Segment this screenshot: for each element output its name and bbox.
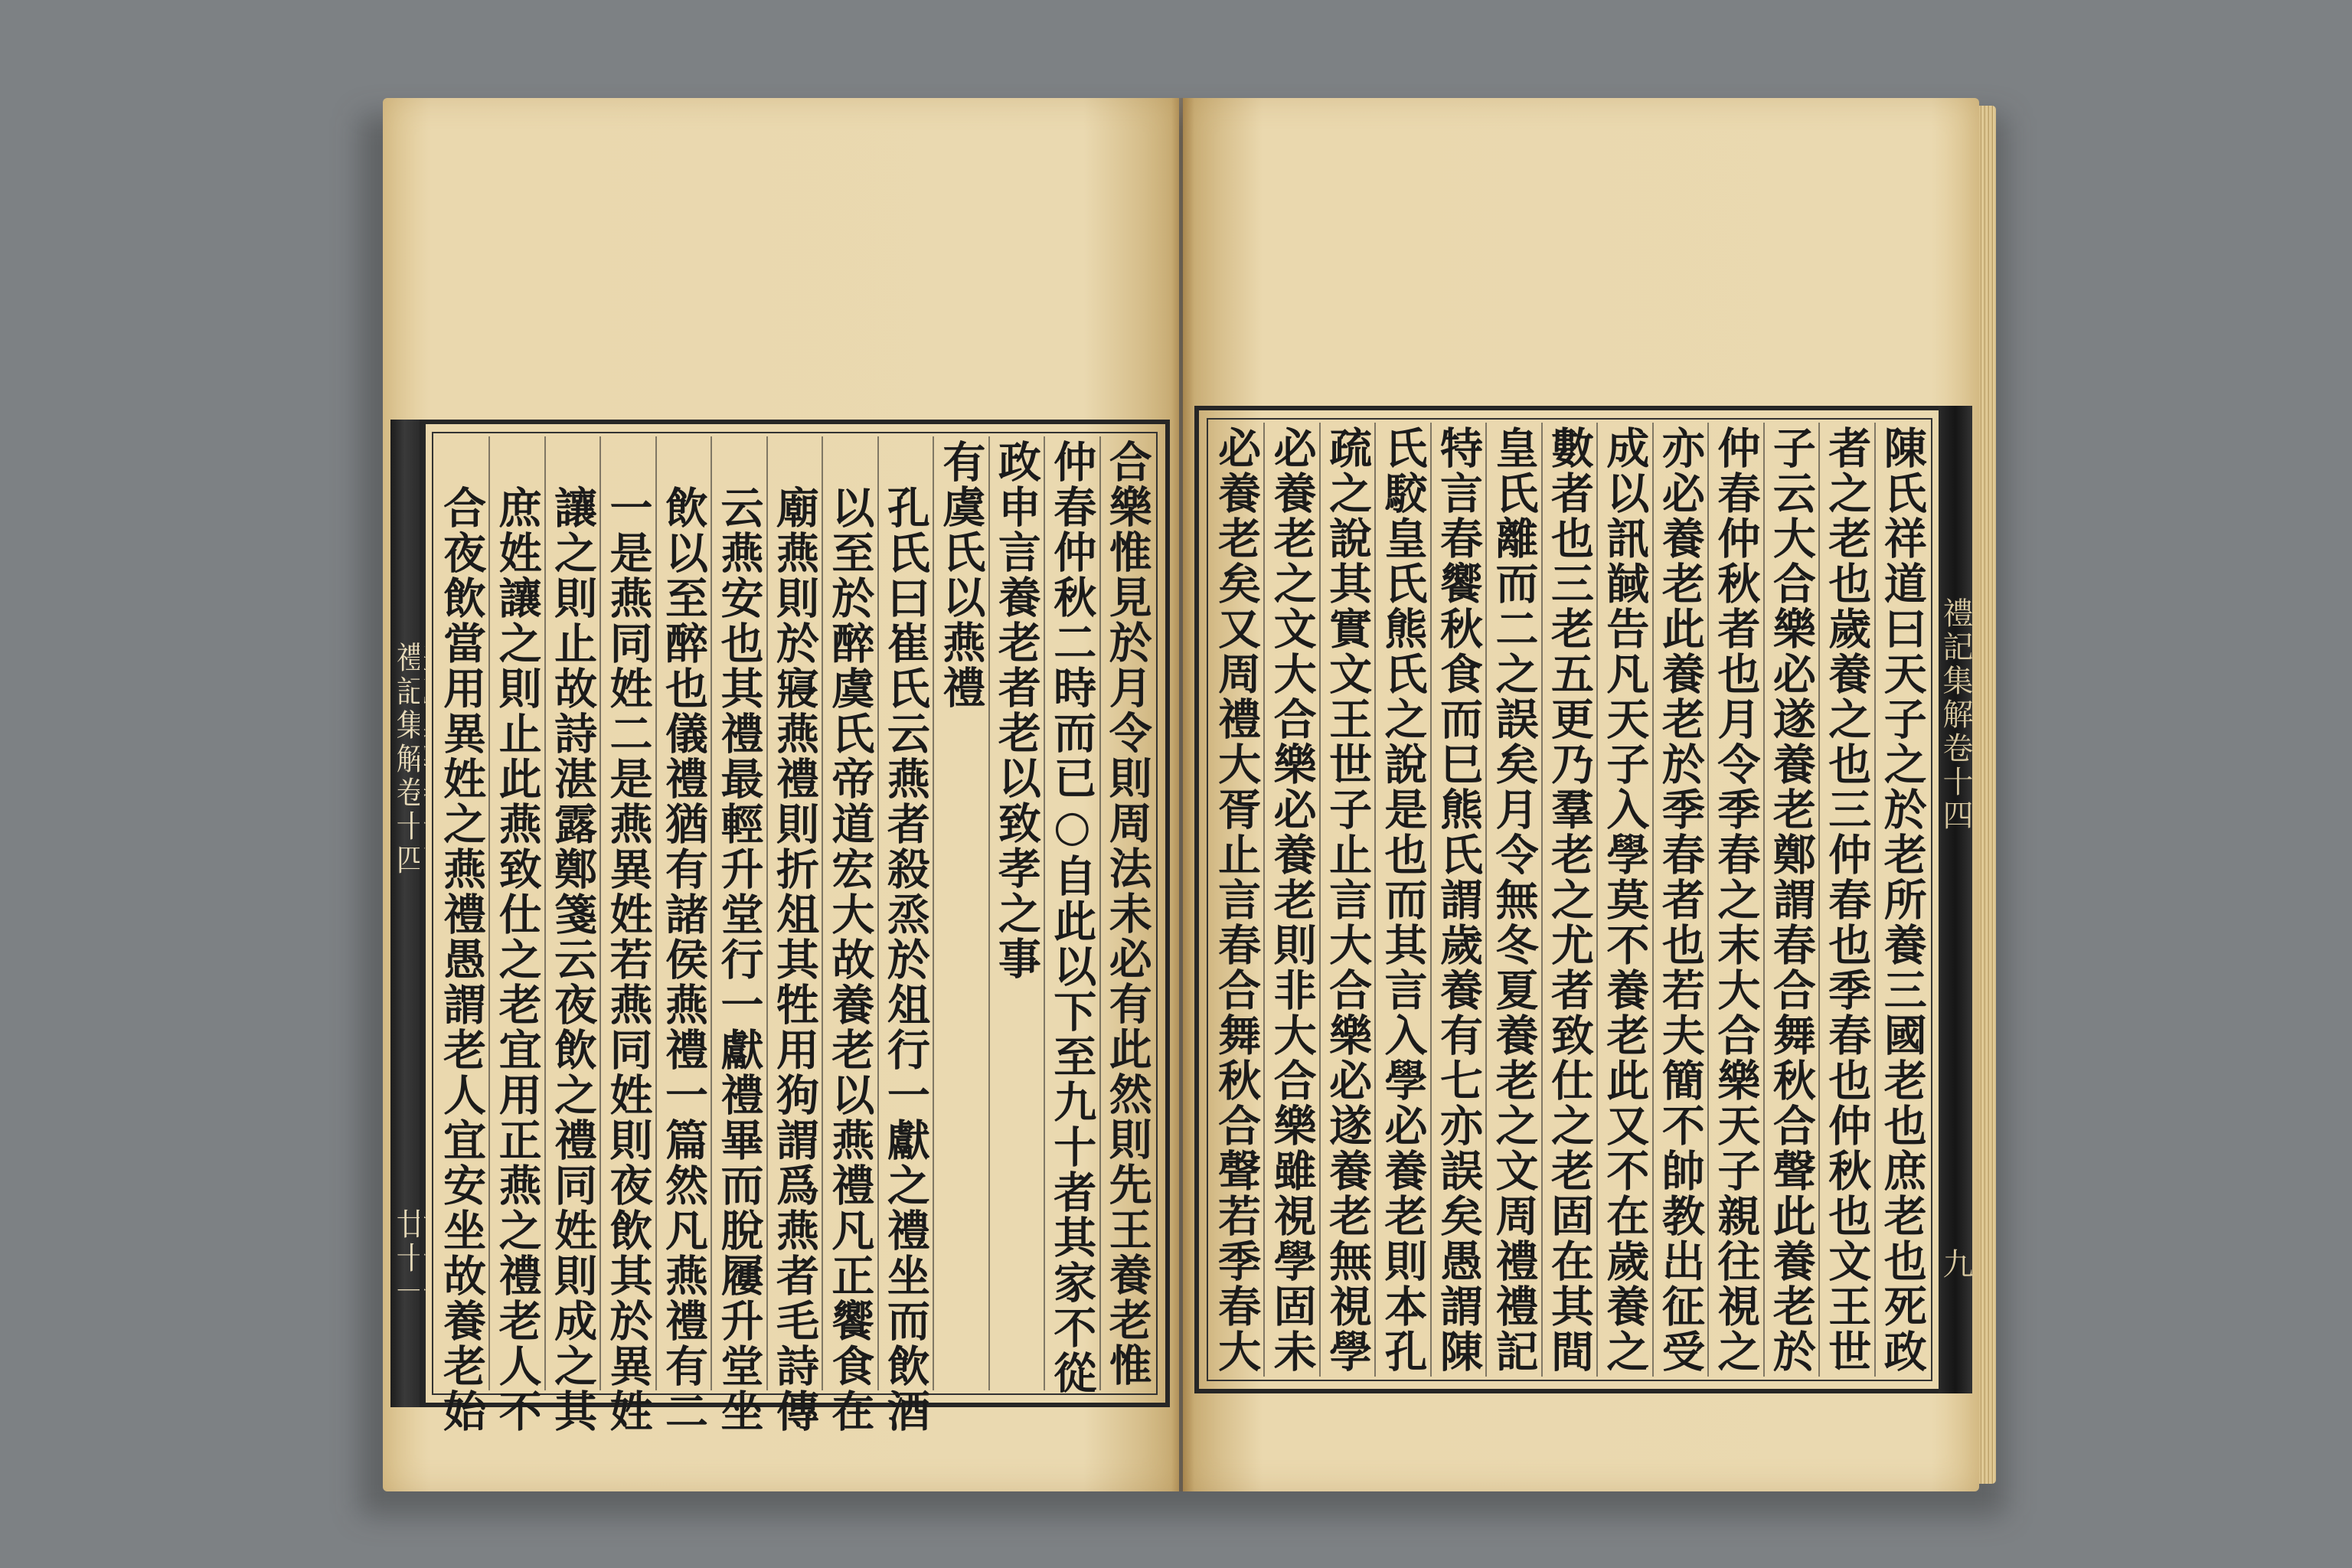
column-text: 廟燕則於寢燕禮則折俎其牲用狗謂爲燕者毛詩傳	[769, 485, 820, 1434]
column-text: 飲以至醉也儀禮猶有諸侯燕禮一篇然凡燕禮有二	[658, 485, 710, 1434]
column-text: 必養老之文大合樂必養老則非大合樂雖視學固未	[1266, 426, 1318, 1374]
column-text: 數者也三老五更乃羣老之尤者致仕之老固在其間	[1544, 426, 1595, 1374]
text-column	[1707, 423, 1762, 1377]
column-text: 讓之則止故詩湛露鄭箋云夜飲之禮同姓則成之其	[547, 485, 599, 1434]
column-text: 以至於醉虞氏帝道宏大故養老以燕禮凡正饗食在	[825, 485, 876, 1434]
right-text-frame	[1194, 406, 1945, 1393]
left-text-frame	[420, 420, 1170, 1434]
column-text: 成以訊馘告凡天子入學莫不養老此又不在歲養之	[1599, 426, 1651, 1374]
right-text-columns	[1210, 423, 1929, 1377]
page-edges	[1979, 106, 1996, 1484]
column-text: 孔氏曰崔氏云燕者殺烝於俎行一獻之禮坐而飲酒	[880, 485, 931, 1434]
text-column	[1374, 423, 1429, 1377]
text-column	[435, 436, 488, 1434]
column-text: 仲春仲秋二時而已○自此以下至九十者其家不從	[1047, 439, 1098, 1396]
book-gutter	[1171, 98, 1194, 1491]
column-text: 氏駮皇氏熊氏之說是也而其言入學必養老則本孔	[1377, 426, 1429, 1374]
column-text: 合夜飲當用異姓之燕禮愚謂老人宜安坐故養老始	[436, 485, 488, 1434]
text-column	[1596, 423, 1651, 1377]
text-column	[822, 436, 877, 1434]
text-column	[1263, 423, 1318, 1377]
text-column	[1818, 423, 1873, 1377]
column-text: 庶姓讓之則止此燕致仕之老宜用正燕之禮老人不	[492, 485, 543, 1434]
column-text: 亦必養老此養老於季春者也若夫簡不帥教出征受	[1655, 426, 1706, 1374]
text-column	[1652, 423, 1707, 1377]
right-center-column	[1939, 406, 1972, 1393]
text-column	[1763, 423, 1818, 1377]
column-text: 一是燕同姓二是燕異姓若燕同姓則夜飲其於異姓	[603, 485, 654, 1434]
column-text: 者之老也歲養之也三仲春也季春也仲秋也文王世	[1821, 426, 1873, 1374]
column-text: 云燕安也其禮最輕升堂行一獻禮畢而脫屨升堂坐	[714, 485, 765, 1434]
text-column	[1541, 423, 1596, 1377]
text-column	[1210, 423, 1263, 1377]
column-text: 合樂惟見於月令則周法未必有此然則先王養老惟	[1102, 439, 1153, 1388]
text-column	[1099, 436, 1155, 1390]
text-column	[1874, 423, 1929, 1377]
text-column	[1044, 436, 1099, 1396]
column-text: 仲春仲秋者也月令季春之末大合樂天子親往視之	[1710, 426, 1762, 1374]
column-text: 必養老矣又周禮大胥止言春合舞秋合聲若季春大	[1211, 426, 1263, 1374]
text-column	[933, 436, 988, 1390]
right-spine-title: 禮記集解卷十四	[1938, 597, 1973, 833]
left-text-columns	[435, 436, 1155, 1434]
column-text: 皇氏離而二之誤矣月令無冬夏養老之文周禮禮記	[1488, 426, 1540, 1374]
left-spine-title: 禮記集解卷十四	[391, 642, 426, 877]
column-text: 子云大合樂必遂養老鄭謂春合舞秋合聲此養老於	[1766, 426, 1817, 1374]
text-column	[655, 436, 710, 1434]
text-column	[1319, 423, 1374, 1377]
text-column	[766, 436, 822, 1434]
text-column	[710, 436, 766, 1434]
left-folio-number: 廿十一	[391, 1208, 426, 1309]
column-text: 疏之說其實文王世子止言大合樂必遂養老無視學	[1322, 426, 1374, 1374]
column-text: 政申言養老者老以致孝之事	[991, 439, 1042, 982]
text-column	[488, 436, 544, 1434]
column-text: 陳氏祥道曰天子之於老所養三國老也庶老也死政	[1877, 426, 1928, 1374]
text-column	[988, 436, 1044, 1390]
text-column	[1430, 423, 1485, 1377]
text-column	[1485, 423, 1540, 1377]
text-column	[544, 436, 599, 1434]
right-folio-number: 九	[1938, 1248, 1973, 1282]
text-column	[599, 436, 655, 1434]
column-text: 特言春饗秋食而巳熊氏謂歲養有七亦誤矣愚謂陳	[1433, 426, 1485, 1374]
column-heading: 有虞氏以燕禮	[936, 439, 987, 710]
text-column	[877, 436, 933, 1434]
